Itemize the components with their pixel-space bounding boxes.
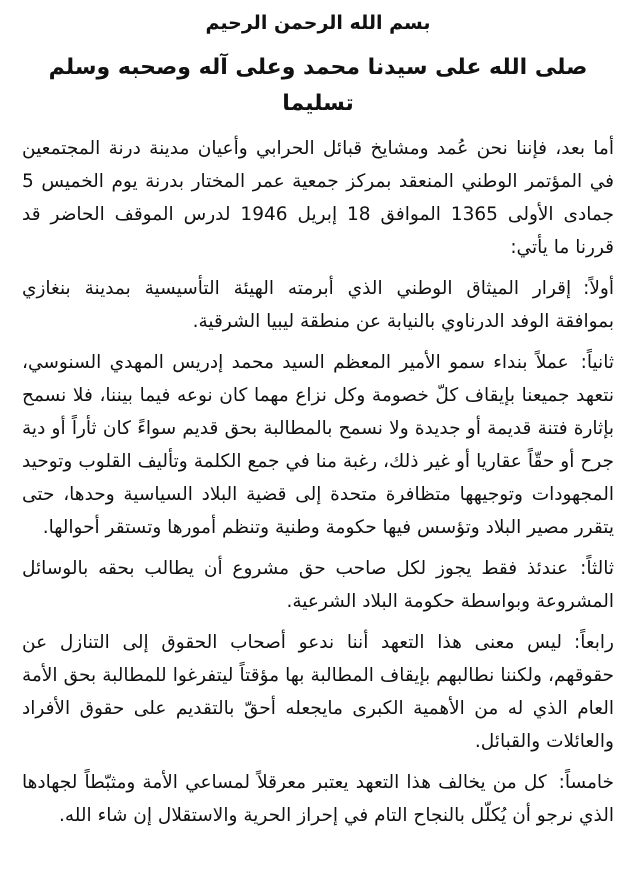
intro-paragraph: أما بعد، فإننا نحن عُمد ومشايخ قبائل الحرابي وأعيان مدينة درنة المجتمعين في المؤتمر الوطني المنعقد بمركز جمعية عمر المختار بدرنة يوم الخميس 5 جمادى الأولى 1365 الموافق 18 إبريل 1946 لدرس الموقف الحاضر قد قررنا ما يأتي: [22, 138, 614, 258]
basmala-heading: بسم الله الرحمن الرحيم [205, 12, 431, 34]
resolution-1-label: أولاً: [583, 278, 614, 299]
salawat-heading: صلى الله على سيدنا محمد وعلى آله وصحبه وسلم تسليما [48, 55, 588, 116]
resolution-3-label: ثالثاً: [580, 558, 614, 579]
resolution-1-text: إقرار الميثاق الوطني الذي أبرمته الهيئة التأسيسية بمدينة بنغازي بموافقة الوفد الدرناوي بالنيابة عن منطقة ليبيا الشرقية. [22, 278, 614, 332]
resolution-5 [22, 766, 614, 832]
resolution-4-label: رابعاً: [573, 632, 614, 653]
resolution-4-text: ليس معنى هذا التعهد أننا ندعو أصحاب الحقوق إلى التنازل عن حقوقهم، ولكننا نطالبهم بإيقاف المطالبة بها مؤقتاً ليتفرغوا للمطالبة بحق الأمة العام الذي له من الأهمية الكبرى مايجعله أحقّ بالتقديم على حقوق الأفراد والعائلات والقبائل. [22, 632, 614, 752]
resolution-5-label: خامساً: [558, 772, 614, 793]
resolution-2 [22, 346, 614, 544]
resolution-2-label: ثانياً: [580, 352, 614, 373]
resolution-3-text: عندئذ فقط يجوز لكل صاحب حق مشروع أن يطالب بحقه بالوسائل المشروعة وبواسطة حكومة البلاد الشرعية. [22, 558, 614, 612]
resolution-2-text: عملاً بنداء سمو الأمير المعظم السيد محمد إدريس المهدي السنوسي، نتعهد جميعنا بإيقاف كلّ خصومة وكل نزاع مهما كان نوعه فيما بيننا، فلا نسمح بإثارة فتنة قديمة أو جديدة ولا نسمح بالمطالبة بحق قديم سواءً كان ثأراً أو دية جرح أو حقّاً عقاريا أو غير ذلك، رغبة منا في جمع الكلمة وتأليف القلوب وتوحيد المجهودات وتوجيهها متظافرة متحدة إلى قضية البلاد السياسية وحدها، حتى يتقرر مصير البلاد وتؤسس فيها حكومة وطنية وتنظم أمورها وتستقر أحوالها. [22, 352, 614, 538]
resolution-4 [22, 626, 614, 758]
resolution-3 [22, 552, 614, 618]
resolution-1 [22, 272, 614, 338]
resolution-5-text: كل من يخالف هذا التعهد يعتبر معرقلاً لمساعي الأمة ومثبّطاً لجهادها الذي نرجو أن يُكلّل بالنجاح التام في إحراز الحرية والاستقلال إن شاء الله. [22, 772, 614, 826]
